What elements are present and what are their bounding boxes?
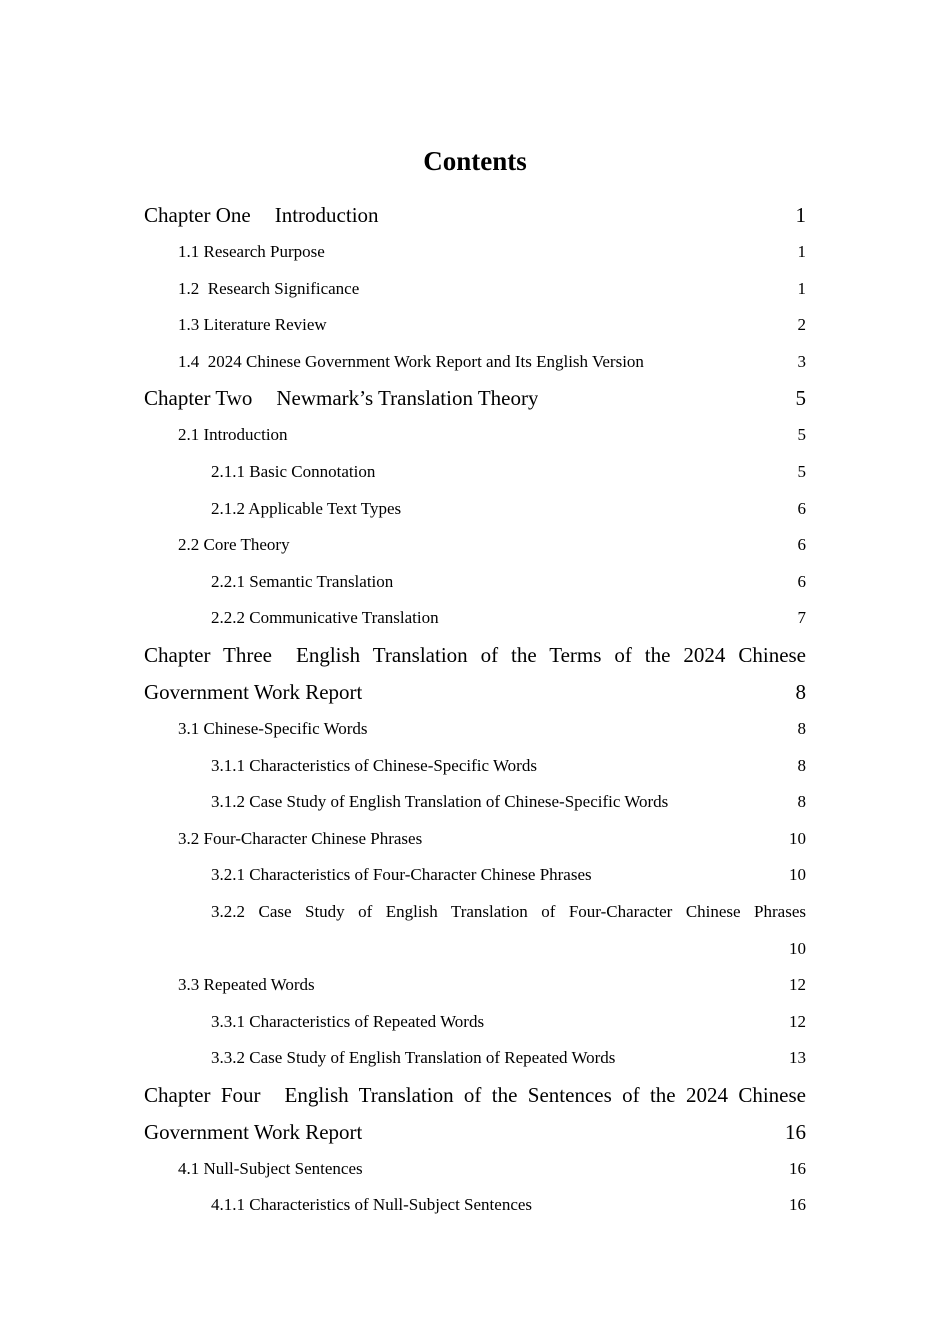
entry-title: 3.1.1 Characteristics of Chinese-Specific Words xyxy=(211,755,537,775)
entry-title: 1.4 2024 Chinese Government Work Report and Its English Version xyxy=(178,351,644,371)
entry-title: 2.2.2 Communicative Translation xyxy=(211,608,439,628)
toc-entry-4-1-1[interactable] xyxy=(144,1187,806,1224)
entry-title: 4.1.1 Characteristics of Null-Subject Sentences xyxy=(211,1195,533,1215)
chapter-heading-line xyxy=(144,1077,806,1114)
page-number: 5 xyxy=(795,386,806,411)
page-number: 5 xyxy=(797,425,806,445)
chapter-title: Newmark’s Translation Theory xyxy=(276,386,539,411)
toc-entry-1-4[interactable] xyxy=(144,344,806,381)
toc-entry-2-2-2[interactable] xyxy=(144,600,806,637)
entry-title: 1.3 Literature Review xyxy=(178,315,327,335)
entry-title: 3.2 Four-Character Chinese Phrases xyxy=(178,828,423,848)
page-number: 8 xyxy=(797,718,806,738)
entry-title: 2.1 Introduction xyxy=(178,425,288,445)
toc-entry-3-2-1[interactable] xyxy=(144,857,806,894)
page-number: 16 xyxy=(789,1158,806,1178)
toc-entry-2-2-1[interactable] xyxy=(144,564,806,601)
page-number: 8 xyxy=(795,679,806,704)
entry-title: 1.1 Research Purpose xyxy=(178,242,325,261)
toc-entry-1-2[interactable] xyxy=(144,271,806,308)
chapter-title-line-2: Government Work Report xyxy=(144,1119,363,1144)
toc-entry-2-1-1[interactable] xyxy=(144,454,806,491)
page-number: 2 xyxy=(797,315,806,335)
toc-entry-3-3-2[interactable] xyxy=(144,1040,806,1077)
toc-entry-3-1[interactable] xyxy=(144,711,806,748)
chapter-label: Chapter Two xyxy=(144,386,253,411)
entry-title: 4.1 Null-Subject Sentences xyxy=(178,1158,363,1178)
entry-title: 3.2.1 Characteristics of Four-Character Chinese Phrases xyxy=(211,865,592,885)
page-number: 1 xyxy=(795,203,806,227)
page-number: 10 xyxy=(789,938,806,958)
toc-entry-3-1-1[interactable] xyxy=(144,748,806,785)
page-number: 10 xyxy=(789,865,806,885)
entry-title: 3.2.2 Case Study of English Translation of Four-Character Chinese Phrases xyxy=(211,901,806,921)
toc-entry-3-3-1[interactable] xyxy=(144,1004,806,1041)
toc-entry-3-3[interactable] xyxy=(144,967,806,1004)
table-of-contents xyxy=(144,197,806,1224)
page-number: 6 xyxy=(797,535,806,555)
chapter-title: Introduction xyxy=(274,203,379,227)
toc-chapter-4[interactable] xyxy=(144,1077,806,1151)
page-title: Contents xyxy=(423,146,527,176)
page-number: 7 xyxy=(797,608,806,628)
toc-chapter-3[interactable] xyxy=(144,637,806,711)
chapter-label: Chapter One xyxy=(144,203,251,227)
entry-title: 2.1.2 Applicable Text Types xyxy=(211,498,402,518)
page-number: 5 xyxy=(797,461,806,481)
chapter-heading-line xyxy=(144,637,806,674)
entry-title: 2.2 Core Theory xyxy=(178,535,290,555)
toc-entry-1-3[interactable] xyxy=(144,307,806,344)
entry-title: 2.2.1 Semantic Translation xyxy=(211,571,394,591)
page-number: 6 xyxy=(797,571,806,591)
entry-title: 3.1 Chinese-Specific Words xyxy=(178,718,368,738)
entry-title: 3.1.2 Case Study of English Translation of Chinese-Specific Words xyxy=(211,792,669,812)
chapter-title-line-1: English Translation of the Sentences of the 2024 Chinese xyxy=(284,1082,806,1107)
toc-entry-3-1-2[interactable] xyxy=(144,784,806,821)
toc-entry-3-2[interactable] xyxy=(144,821,806,858)
chapter-title-line-1: English Translation of the Terms of the 2024 Chinese xyxy=(296,642,807,667)
page-number: 12 xyxy=(789,1011,806,1031)
entry-title: 2.1.1 Basic Connotation xyxy=(211,461,376,481)
entry-title: 3.3.2 Case Study of English Translation of Repeated Words xyxy=(211,1048,616,1068)
page-number: 13 xyxy=(789,1048,806,1068)
page-number: 1 xyxy=(797,278,806,298)
chapter-title-line-2: Government Work Report xyxy=(144,679,363,704)
page-number: 8 xyxy=(797,792,806,812)
page-number: 10 xyxy=(789,828,806,848)
toc-entry-1-1[interactable] xyxy=(144,234,806,271)
chapter-label: Chapter Three xyxy=(144,642,273,667)
page-number: 16 xyxy=(785,1119,806,1144)
entry-title: 3.3.1 Characteristics of Repeated Words xyxy=(211,1011,485,1031)
chapter-label: Chapter Four xyxy=(144,1082,261,1107)
page-number: 8 xyxy=(797,755,806,775)
page-number: 16 xyxy=(789,1195,806,1215)
toc-entry-3-2-2[interactable] xyxy=(144,894,806,967)
toc-entry-2-1-2[interactable] xyxy=(144,491,806,528)
toc-entry-4-1[interactable] xyxy=(144,1151,806,1188)
toc-chapter-2[interactable] xyxy=(144,380,806,417)
toc-entry-2-1[interactable] xyxy=(144,417,806,454)
entry-title: 1.2 Research Significance xyxy=(178,278,360,298)
toc-entry-2-2[interactable] xyxy=(144,527,806,564)
entry-title: 3.3 Repeated Words xyxy=(178,975,315,995)
page-number: 12 xyxy=(789,975,806,995)
page-number: 1 xyxy=(797,242,806,261)
page-number: 6 xyxy=(797,498,806,518)
toc-chapter-1[interactable] xyxy=(144,197,806,234)
page-number: 3 xyxy=(797,351,806,371)
